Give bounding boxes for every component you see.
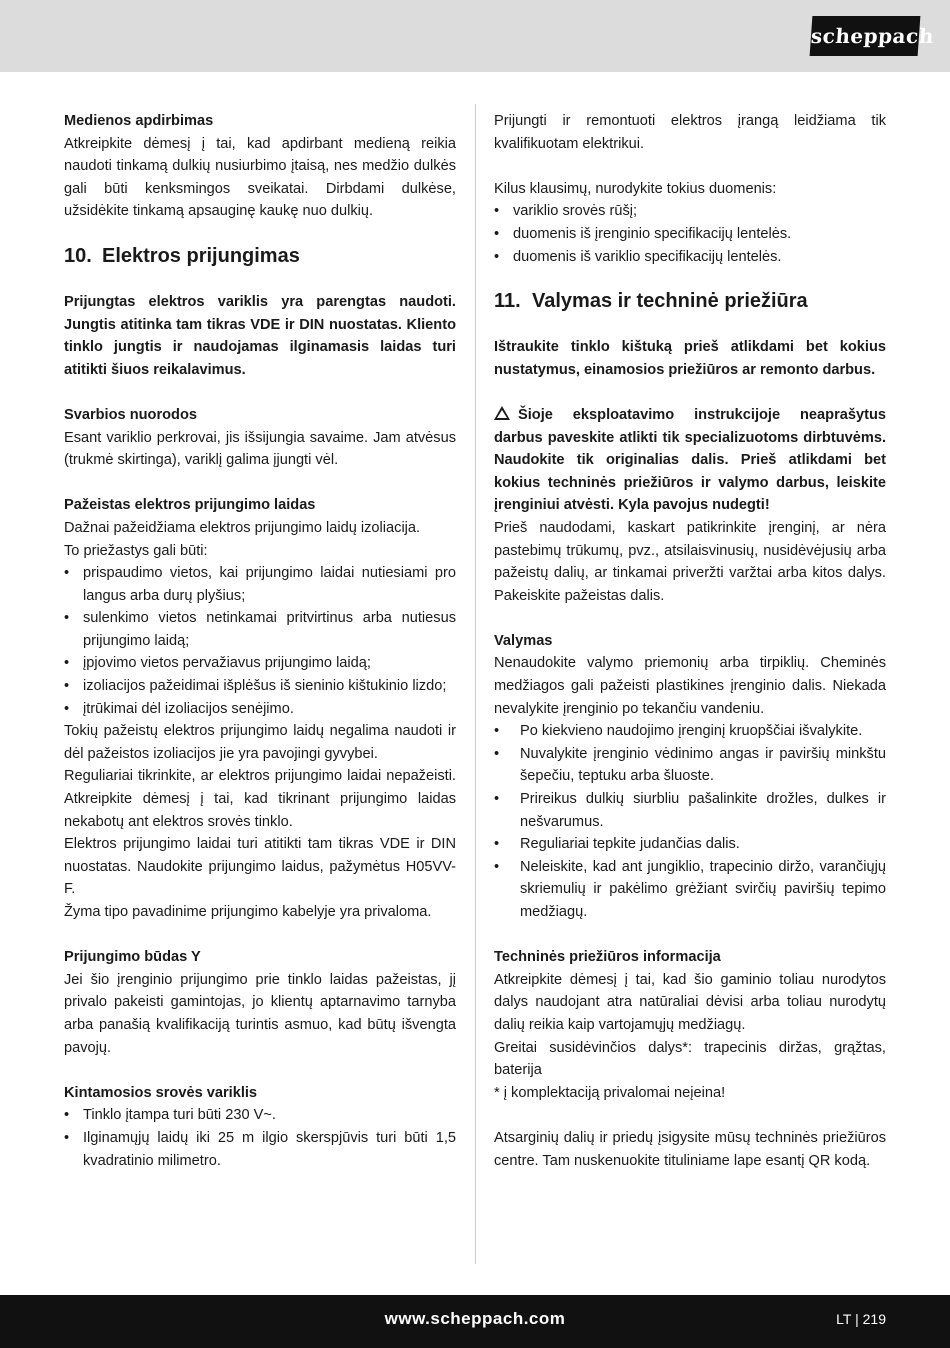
column-divider <box>475 104 476 1264</box>
page-separator: | <box>855 1311 859 1327</box>
important-notes-text: Esant variklio perkrovai, jis išsijungia savaime. Jam atvėsus (trukmė skirtinga), variklį galima įjungti vėl. <box>64 429 456 469</box>
causes-list <box>64 562 456 720</box>
important-notes-title: Svarbios nuorodos <box>64 406 197 423</box>
top-header-bar <box>0 0 950 72</box>
wear-parts-text: Greitai susidėvinčios dalys*: trapecinis diržas, grąžtas, baterija <box>494 1039 886 1079</box>
cable-paragraph: Elektros prijungimo laidai turi atitikti tam tikras VDE ir DIN nuostatas. Naudokite prijungimo laidus, pažymėtus H05VV-F. <box>64 836 456 898</box>
electrician-note: Prijungti ir remontuoti elektros įrangą leidžiama tik kvalifikuotam elektrikui. <box>494 113 886 152</box>
list-item: • įtrūkimai dėl izoliacijos senėjimo. <box>64 700 294 717</box>
spare-parts-text: Atsarginių dalių ir priedų įsigysite mūsų techninės priežiūros centre. Tam nuskenuokite tituliniame lape esantį QR kodą. <box>494 1129 886 1169</box>
footnote: * į komplektaciją privalomai neįeina! <box>494 1084 726 1101</box>
ac-motor-list <box>64 1104 456 1172</box>
maintenance-info-text: Atkreipkite dėmesį į tai, kad šio gaminio toliau nurodytos dalys naudojant atra natūraliai dėvisi arba toliau nurodytų dalių reikia kaip vartojamųjų medžiagų. <box>494 971 886 1033</box>
connection-y-text: Jei šio įrenginio prijungimo prie tinklo laidas pažeistas, jį privalo pakeisti gamintojas, jo klientų aptarnavimo tarnyba arba panašią kvalifikaciją turintis asmuo, kad būtų išvengta pavojų. <box>64 971 456 1056</box>
causes-intro: To priežastys gali būti: <box>64 542 208 559</box>
damaged-cable-text: Dažnai pažeidžiama elektros prijungimo laidų izoliacija. <box>64 519 421 536</box>
ac-motor-title: Kintamosios srovės variklis <box>64 1084 258 1101</box>
scheppach-logo: scheppach <box>810 16 921 56</box>
warning-triangle-icon <box>494 406 510 420</box>
cleaning-title: Valymas <box>494 632 553 649</box>
cable-paragraph: Žyma tipo pavadinime prijungimo kabelyje yra privaloma. <box>64 904 432 920</box>
page-num: 219 <box>862 1311 886 1327</box>
list-item: • izoliacijos pažeidimai išplėšus iš sieninio kištukinio lizdo; <box>64 678 447 695</box>
list-item: • duomenis iš įrenginio specifikacijų lentelės. <box>494 225 792 242</box>
section-11-heading <box>494 288 886 314</box>
list-item: • sulenkimo vietos netinkamai pritvirtinus arba nutiesus prijungimo laidą; <box>64 610 456 649</box>
list-item: • Nuvalykite įrenginio vėdinimo angas ir paviršių minkštu šepečiu, teptuku arba šluoste. <box>494 745 886 785</box>
website-link[interactable]: www.scheppach.com <box>384 1309 566 1328</box>
damaged-cable-title: Pažeistas elektros prijungimo laidas <box>64 497 316 514</box>
maintenance-info-title: Techninės priežiūros informacija <box>494 949 721 966</box>
section-11-title: Valymas ir techninė priežiūra <box>532 290 808 313</box>
unplug-warning: Ištraukite tinklo kištuką prieš atlikdami bet kokius nustatymus, einamosios priežiūros ar remonto darbus. <box>494 339 886 378</box>
list-item: • Prireikus dulkių siurbliu pašalinkite drožles, dulkes ir nešvarumus. <box>494 791 886 830</box>
footer-bar <box>0 1295 950 1348</box>
list-item: • įpjovimo vietos pervažiavus prijungimo laidą; <box>64 655 371 672</box>
section-10-heading <box>64 243 456 269</box>
questions-list <box>494 200 886 268</box>
section-11-number: 11. <box>494 290 521 313</box>
list-item: • prispaudimo vietos, kai prijungimo laidai nutiesiami pro langus arba durų plyšius; <box>64 565 456 604</box>
list-item: • Po kiekvieno naudojimo įrenginį kruopščiai išvalykite. <box>494 723 863 740</box>
wood-processing-title: Medienos apdirbimas <box>64 113 214 129</box>
questions-intro: Kilus klausimų, nurodykite tokius duomenis: <box>494 180 777 197</box>
section-10-title: Elektros prijungimas <box>102 244 300 267</box>
cleaning-text: Nenaudokite valymo priemonių arba tirpiklių. Cheminės medžiagos gali pažeisti plastikines įrenginio dalis. Niekada nevalykite įrenginio po tekančiu vandeniu. <box>494 655 886 717</box>
left-column <box>64 110 456 1172</box>
cleaning-list <box>494 720 886 923</box>
language-code: LT <box>836 1311 852 1327</box>
section-10-number: 10. <box>64 244 92 267</box>
cable-paragraph: Reguliariai tikrinkite, ar elektros prijungimo laidai nepažeisti. Atkreipkite dėmesį į tai, kad tikrinant prijungimo laidas nekabotų ant elektros srovės tinklo. <box>64 768 456 830</box>
cable-paragraph: Tokių pažeistų elektros prijungimo laidų negalima naudoti ir dėl pažeistos izoliacijos jie yra pavojingi gyvybei. <box>64 723 456 762</box>
wood-processing-text: Atkreipkite dėmesį į tai, kad apdirbant medieną reikia naudoti tinkamą dulkių nusiurbimo įtaisą, nes medžio dulkės gali būti kenksmingos sveikatai. Dirbdami dulkėse, užsidėkite tinkamą apsauginę kaukę nuo dulkių. <box>64 135 456 220</box>
list-item: • Neleiskite, kad ant jungiklio, trapecinio diržo, varančiųjų skriemulių ir pakėlimo grėžiant svirčių paviršių tepimo medžiagų. <box>494 858 886 920</box>
right-column <box>494 110 886 1172</box>
list-item: • duomenis iš variklio specifikacijų lentelės. <box>494 248 782 265</box>
list-item: • Tinklo įtampa turi būti 230 V~. <box>64 1107 276 1124</box>
connection-y-title: Prijungimo būdas Y <box>64 949 201 966</box>
list-item: • variklio srovės rūšį; <box>494 203 638 220</box>
page-number <box>836 1311 886 1327</box>
list-item: • Reguliariai tepkite judančias dalis. <box>494 836 740 853</box>
connection-intro: Prijungtas elektros variklis yra parengtas naudoti. Jungtis atitinka tam tikras VDE ir DIN nuostatas. Kliento tinklo jungtis ir naudojamas ilginamasis laidas turi atitikti šiuos reikalavimus. <box>64 293 456 378</box>
check-text: Prieš naudodami, kaskart patikrinkite įrenginį, ar nėra pastebimų trūkumų, pvz., atsilaisvinusių, nusidėvėjusių arba pažeistų dalių, ar tinkamai priveržti varžtai arba kitos dalys. Pakeiskite pažeistas dalis. <box>494 519 886 604</box>
workshop-warning: Šioje eksploatavimo instrukcijoje neaprašytus darbus paveskite atlikti tik specializuotoms dirbtuvėms. Naudokite tik originalias dalis. Prieš atlikdami bet kokius techninės priežiūros ir valymo darbus, leiskite įrenginiui atvėsti. Kyla pavojus nudegti! <box>494 406 886 514</box>
list-item: • Ilginamųjų laidų iki 25 m ilgio skerspjūvis turi būti 1,5 kvadratinio milimetro. <box>64 1129 456 1169</box>
